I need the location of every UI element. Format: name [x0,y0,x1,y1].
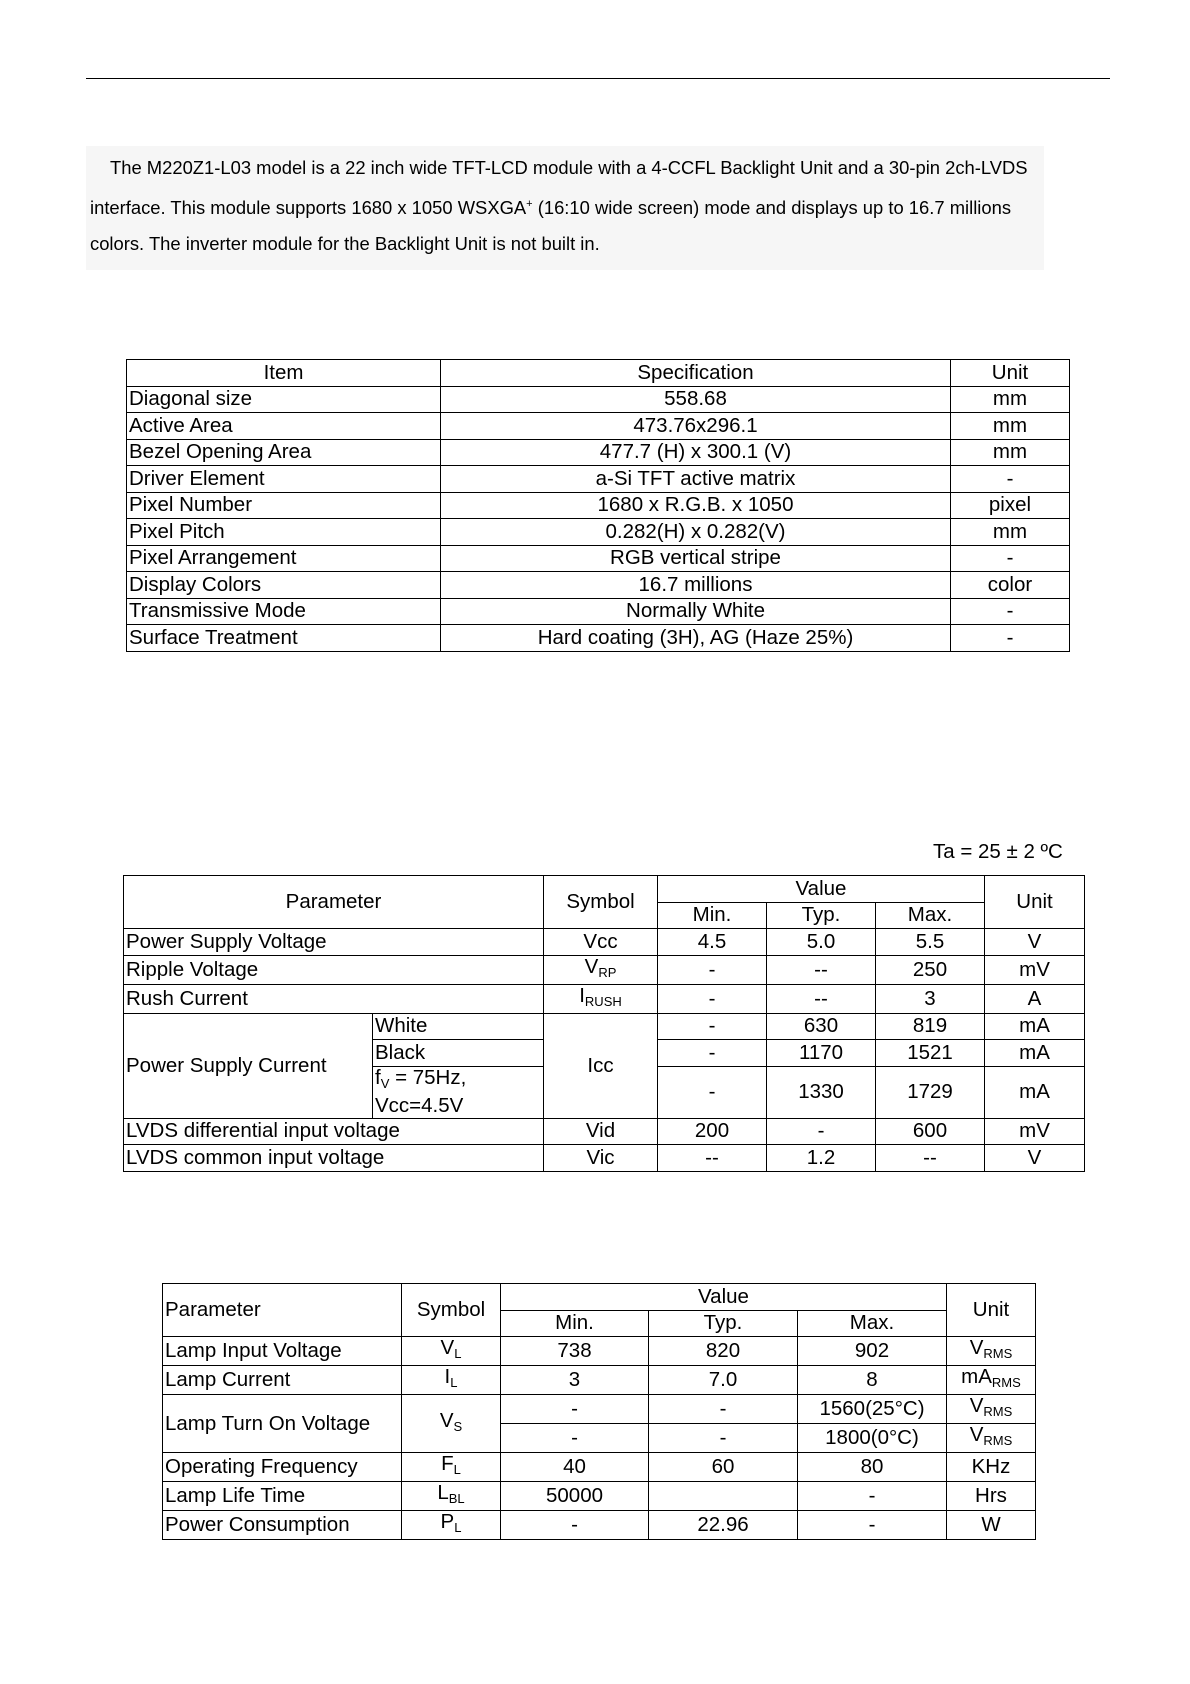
unit-cell [947,1366,1036,1395]
typ-cell: 1.2 [767,1145,876,1172]
unit-cell: mA [985,1013,1085,1040]
max-cell: 1560(25°C) [798,1395,947,1424]
param-cell: Ripple Voltage [124,955,544,984]
min-cell: - [658,1040,767,1067]
max-cell: 819 [876,1013,985,1040]
symbol-sub: L [454,1346,462,1361]
cond-rest: = 75Hz, [389,1066,467,1089]
max-cell: 1729 [876,1066,985,1118]
unit-cell: mm [951,413,1070,440]
table-row [127,572,1070,599]
unit-cell: color [951,572,1070,599]
symbol-main: V [584,955,599,978]
param-cell: Power Consumption [163,1511,402,1540]
typ-cell: 5.0 [767,929,876,956]
unit-cell: KHz [947,1453,1036,1482]
min-cell: - [658,984,767,1013]
item-cell: Transmissive Mode [127,598,441,625]
table-row [127,466,1070,493]
unit-cell: mV [985,955,1085,984]
header-parameter: Parameter [124,876,544,929]
specification-cell: 1680 x R.G.B. x 1050 [441,492,951,519]
unit-cell: W [947,1511,1036,1540]
min-cell: 3 [501,1366,649,1395]
min-cell: - [658,1066,767,1118]
typ-cell: - [649,1424,798,1453]
param-cell: LVDS common input voltage [124,1145,544,1172]
unit-cell: mm [951,386,1070,413]
table-row [127,545,1070,572]
unit-sub: RMS [991,1375,1021,1390]
symbol-sub: RUSH [584,993,622,1009]
header-specification: Specification [441,360,951,387]
table-row [127,386,1070,413]
unit-main: V [969,1336,984,1359]
param-cell: Power Supply Voltage [124,929,544,956]
symbol-cell: Vcc [544,929,658,956]
typ-cell: 630 [767,1013,876,1040]
unit-main: V [969,1423,984,1446]
symbol-cell: Vid [544,1118,658,1145]
table-row [127,519,1070,546]
symbol-main: F [441,1452,454,1475]
table-row [127,413,1070,440]
symbol-sub: RP [598,964,617,980]
specification-cell: 0.282(H) x 0.282(V) [441,519,951,546]
symbol-cell [402,1395,501,1453]
param-cell: LVDS differential input voltage [124,1118,544,1145]
max-cell: 600 [876,1118,985,1145]
unit-cell: pixel [951,492,1070,519]
min-cell: - [501,1511,649,1540]
max-cell: - [798,1482,947,1511]
symbol-cell [402,1482,501,1511]
min-cell: - [658,955,767,984]
min-cell: 200 [658,1118,767,1145]
cond-sub: V [380,1076,390,1091]
header-max: Max. [876,902,985,929]
symbol-sub: L [454,1520,462,1535]
unit-cell: - [951,625,1070,652]
item-cell: Surface Treatment [127,625,441,652]
unit-cell [947,1395,1036,1424]
table-header-row [163,1284,1036,1311]
symbol-cell [402,1337,501,1366]
max-cell: 3 [876,984,985,1013]
max-cell: 8 [798,1366,947,1395]
symbol-sub: L [453,1462,461,1477]
cond-line2: Vcc=4.5V [375,1094,464,1117]
table-row [163,1337,1036,1366]
unit-cell: V [985,929,1085,956]
table-row [163,1395,1036,1424]
table-row [127,439,1070,466]
header-parameter: Parameter [163,1284,402,1337]
header-unit: Unit [985,876,1085,929]
typ-cell: 22.96 [649,1511,798,1540]
specification-cell: Hard coating (3H), AG (Haze 25%) [441,625,951,652]
item-cell: Display Colors [127,572,441,599]
header-item: Item [127,360,441,387]
param-cell: Operating Frequency [163,1453,402,1482]
intro-paragraph [86,146,1044,270]
param-cell: Lamp Current [163,1366,402,1395]
specification-cell: 558.68 [441,386,951,413]
header-value: Value [658,876,985,903]
item-cell: Pixel Arrangement [127,545,441,572]
unit-cell: - [951,466,1070,493]
condition-cell: Black [373,1040,544,1067]
symbol-cell: Vic [544,1145,658,1172]
typ-cell: 1170 [767,1040,876,1067]
symbol-sub: S [453,1418,463,1434]
unit-cell: mA [985,1040,1085,1067]
max-cell: 1521 [876,1040,985,1067]
condition-cell [373,1066,544,1118]
header-value: Value [501,1284,947,1311]
header-min: Min. [658,902,767,929]
table-header-row [124,876,1085,903]
table-row [127,625,1070,652]
symbol-main: V [439,1408,454,1432]
unit-sub: RMS [983,1433,1013,1448]
item-cell: Bezel Opening Area [127,439,441,466]
symbol-cell [402,1453,501,1482]
item-cell: Pixel Number [127,492,441,519]
unit-sub: RMS [983,1346,1013,1361]
symbol-sub: BL [448,1491,465,1506]
temperature-condition: Ta = 25 ± 2 ºC [933,840,1063,863]
general-spec-table [126,359,1070,652]
symbol-main: V [440,1336,455,1359]
table-row [124,1013,1085,1040]
general-spec-body [127,386,1070,651]
table-header-row [127,360,1070,387]
header-symbol: Symbol [544,876,658,929]
unit-cell: mV [985,1118,1085,1145]
header-min: Min. [501,1310,649,1337]
item-cell: Pixel Pitch [127,519,441,546]
intro-sup: + [526,198,533,210]
param-cell: Power Supply Current [124,1013,373,1118]
intro-text-2: (16:10 wide screen) mode and displays up to 16.7 millions colors. The inverter module for the Backlight Unit is not built in. [90,197,1012,255]
table-row [124,984,1085,1013]
unit-main: mA [961,1365,992,1388]
table-row [127,598,1070,625]
typ-cell: - [649,1395,798,1424]
table-row [124,955,1085,984]
min-cell: 50000 [501,1482,649,1511]
min-cell: 738 [501,1337,649,1366]
table-row [124,929,1085,956]
unit-cell: - [951,545,1070,572]
specification-cell: a-Si TFT active matrix [441,466,951,493]
typ-cell [649,1482,798,1511]
min-cell: - [658,1013,767,1040]
unit-cell [947,1337,1036,1366]
typ-cell: 60 [649,1453,798,1482]
table-row [124,1118,1085,1145]
typ-cell: -- [767,955,876,984]
header-typ: Typ. [767,902,876,929]
unit-cell: mm [951,519,1070,546]
header-symbol: Symbol [402,1284,501,1337]
symbol-cell [402,1511,501,1540]
typ-cell: -- [767,984,876,1013]
specification-cell: RGB vertical stripe [441,545,951,572]
item-cell: Driver Element [127,466,441,493]
unit-sub: RMS [983,1404,1013,1419]
item-cell: Diagonal size [127,386,441,413]
lamp-table [162,1283,1036,1540]
max-cell: 250 [876,955,985,984]
max-cell: 80 [798,1453,947,1482]
intro-text-1: The M220Z1-L03 model is a 22 inch wide TFT-LCD module with a 4-CCFL Backlight Unit and a 30-pin 2ch-LVDS interface. This module supports 1680 x 1050 WSXGA [90,157,1028,219]
param-cell: Rush Current [124,984,544,1013]
item-cell: Active Area [127,413,441,440]
header-max: Max. [798,1310,947,1337]
table-row [163,1453,1036,1482]
header-unit: Unit [951,360,1070,387]
unit-cell: mA [985,1066,1085,1118]
symbol-main: L [437,1481,449,1504]
max-cell: - [798,1511,947,1540]
table-row [163,1511,1036,1540]
specification-cell: 473.76x296.1 [441,413,951,440]
specification-cell: Normally White [441,598,951,625]
symbol-cell [544,955,658,984]
table-row [163,1482,1036,1511]
symbol-cell: Icc [544,1013,658,1118]
specification-cell: 477.7 (H) x 300.1 (V) [441,439,951,466]
unit-cell: A [985,984,1085,1013]
max-cell: -- [876,1145,985,1172]
max-cell: 902 [798,1337,947,1366]
cond-main: f [375,1066,381,1089]
unit-cell: - [951,598,1070,625]
table-row [124,1145,1085,1172]
symbol-main: I [579,984,585,1007]
symbol-cell [402,1366,501,1395]
unit-cell: Hrs [947,1482,1036,1511]
table-row [127,492,1070,519]
min-cell: 40 [501,1453,649,1482]
unit-cell: mm [951,439,1070,466]
param-cell: Lamp Input Voltage [163,1337,402,1366]
specification-cell: 16.7 millions [441,572,951,599]
header-typ: Typ. [649,1310,798,1337]
min-cell: - [501,1395,649,1424]
typ-cell: 820 [649,1337,798,1366]
symbol-main: P [440,1510,455,1533]
electrical-table [123,875,1085,1172]
unit-main: V [969,1394,984,1417]
typ-cell: 1330 [767,1066,876,1118]
unit-cell: V [985,1145,1085,1172]
header-rule [86,78,1110,79]
condition-cell: White [373,1013,544,1040]
symbol-cell [544,984,658,1013]
param-cell: Lamp Life Time [163,1482,402,1511]
header-unit: Unit [947,1284,1036,1337]
typ-cell: 7.0 [649,1366,798,1395]
table-row [163,1366,1036,1395]
unit-cell [947,1424,1036,1453]
typ-cell: - [767,1118,876,1145]
min-cell: 4.5 [658,929,767,956]
symbol-sub: L [450,1375,458,1390]
min-cell: - [501,1424,649,1453]
max-cell: 1800(0°C) [798,1424,947,1453]
symbol-main: I [444,1365,451,1388]
max-cell: 5.5 [876,929,985,956]
min-cell: -- [658,1145,767,1172]
param-cell: Lamp Turn On Voltage [163,1395,402,1453]
